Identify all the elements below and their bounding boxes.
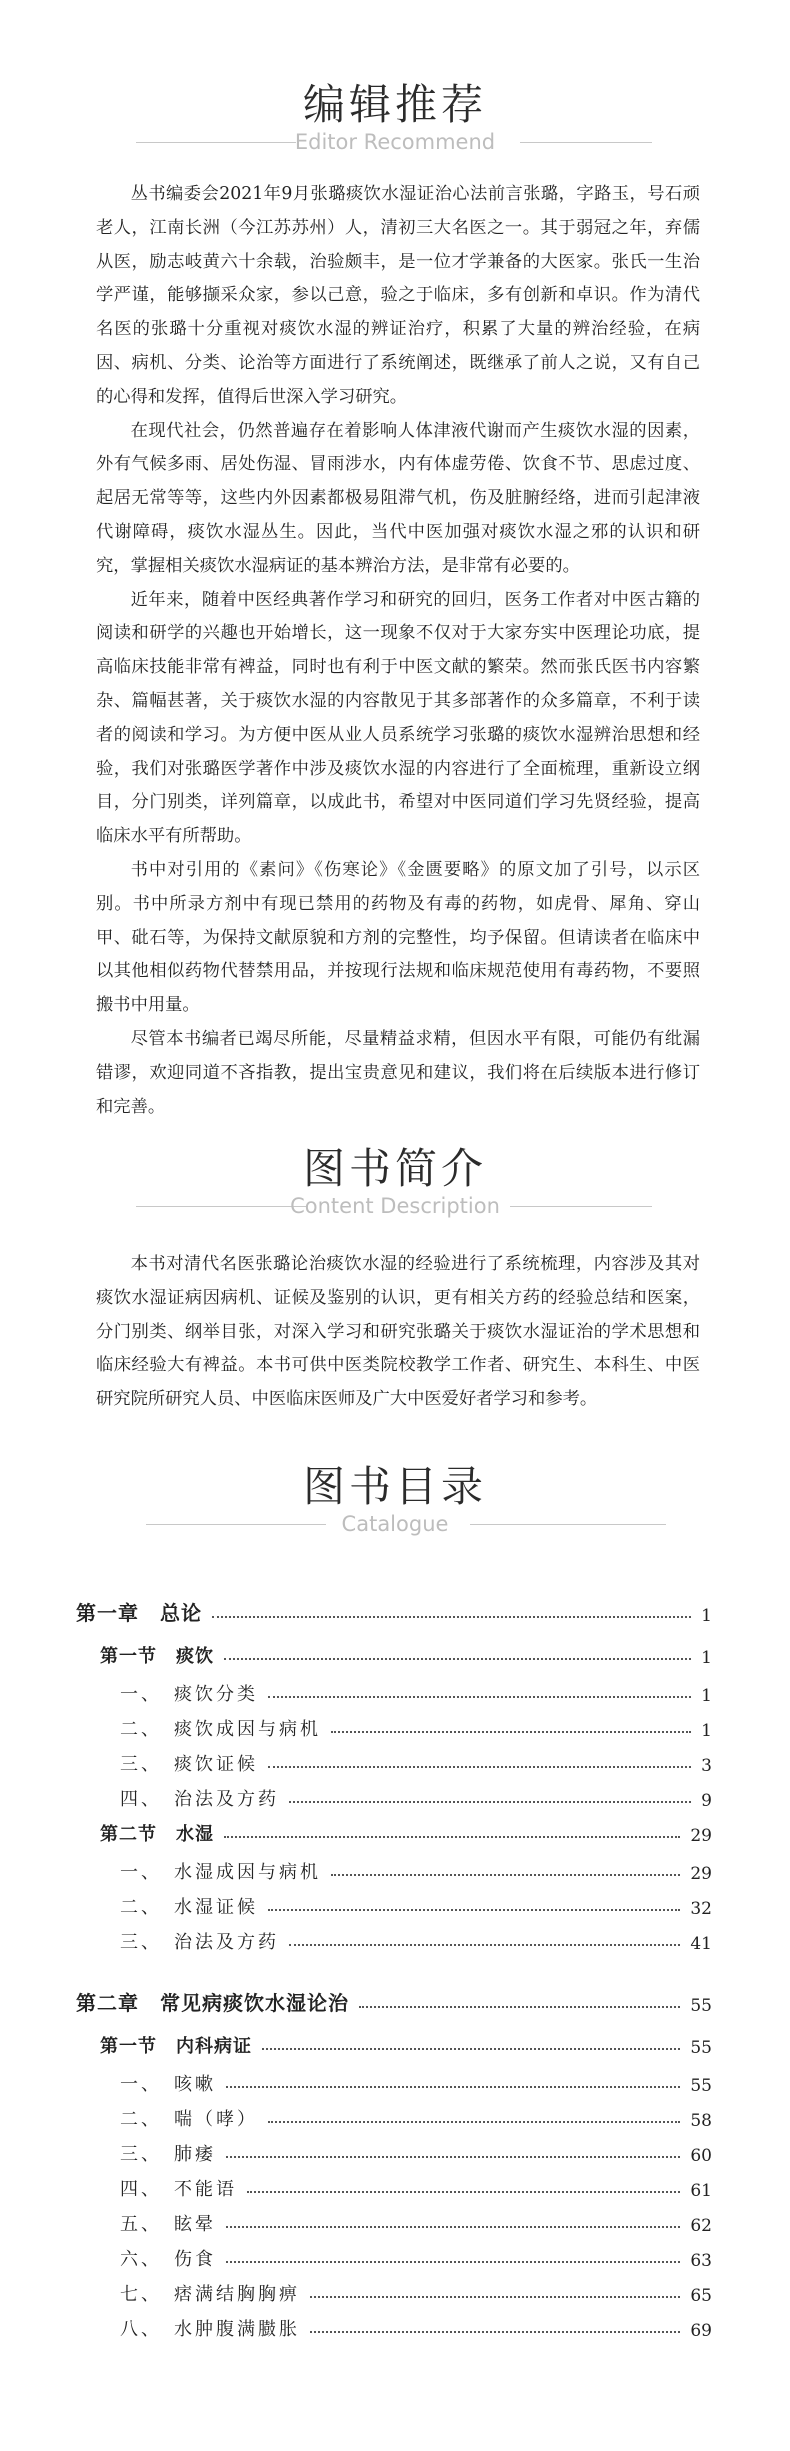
toc-page: 55: [690, 2038, 712, 2058]
toc-section[interactable]: [100, 2024, 712, 2058]
toc-label: 第一章 总论: [76, 1601, 202, 1625]
toc-item[interactable]: [120, 2062, 712, 2096]
toc-item[interactable]: [120, 1672, 712, 1706]
toc-page: 60: [690, 2146, 712, 2166]
toc-page: 1: [701, 1648, 712, 1668]
toc-leader: [310, 2330, 680, 2333]
toc-page: 29: [690, 1864, 712, 1884]
toc-leader: [226, 2225, 680, 2228]
toc-page: 55: [690, 2076, 712, 2096]
catalogue-subtitle: Catalogue: [341, 1512, 449, 1536]
editor-recommend-title: 编辑推荐: [302, 80, 487, 129]
editor-paragraph-2: 在现代社会，仍然普遍存在着影响人体津液代谢而产生痰饮水湿的因素，外有气候多雨、居处伤湿、冒雨涉水，内有体虚劳倦、饮食不节、思虑过度、起居无常等等，这些内外因素都极易阻滞气机，伤及脏腑经络，进而引起津液代谢障碍，痰饮水湿丛生。因此，当代中医加强对痰饮水湿之邪的认识和研究，掌握相关痰饮水湿病证的基本辨治方法，是非常有必要的。: [96, 420, 700, 576]
toc-label: 六、 伤食: [120, 2249, 216, 2270]
toc-item[interactable]: [120, 1920, 712, 1954]
editor-paragraph-3: 近年来，随着中医经典著作学习和研究的回归，医务工作者对中医古籍的阅读和研学的兴趣也开始增长，这一现象不仅对于大家夯实中医理论功底，提高临床技能非常有裨益，同时也有利于中医文献的繁荣。然而张氏医书内容繁杂、篇幅甚著，关于痰饮水湿的内容散见于其多部著作的众多篇章，不利于读者的阅读和学习。为方便中医从业人员系统学习张璐的痰饮水湿辨治思想和经验，我们对张璐医学著作中涉及痰饮水湿的内容进行了全面梳理，重新设立纲目，分门别类，详列篇章，以成此书，希望对中医同道们学习先贤经验，提高临床水平有所帮助。: [96, 589, 700, 847]
toc-page: 65: [690, 2286, 712, 2306]
toc-page: 9: [701, 1791, 712, 1811]
content-description-body: [96, 1248, 700, 1417]
toc-leader: [289, 1943, 680, 1946]
toc-section[interactable]: [100, 1812, 712, 1846]
toc-leader: [268, 2120, 680, 2123]
toc-page: 29: [690, 1826, 712, 1846]
content-description-title: 图书简介: [302, 1144, 487, 1193]
toc-page: 63: [690, 2251, 712, 2271]
toc-label: 三、 肺痿: [120, 2144, 216, 2165]
toc-item[interactable]: [120, 1850, 712, 1884]
toc-section[interactable]: [100, 1634, 712, 1668]
toc-page: 61: [690, 2181, 712, 2201]
toc-leader: [247, 2190, 680, 2193]
editor-recommend-subtitle: Editor Recommend: [294, 130, 496, 154]
toc-item[interactable]: [120, 2097, 712, 2131]
content-description-header: [0, 1130, 790, 1220]
toc-item[interactable]: [120, 1885, 712, 1919]
catalogue-title: 图书目录: [302, 1462, 487, 1511]
editor-recommend-body: [96, 178, 700, 1124]
editor-recommend-header: [0, 66, 790, 156]
toc-label: 二、 痰饮成因与病机: [120, 1719, 321, 1740]
toc-leader: [268, 1695, 691, 1698]
editor-paragraph-1: 丛书编委会2021年9月张璐痰饮水湿证治心法前言张璐，字路玉，号石顽老人，江南长洲（今江苏苏州）人，清初三大名医之一。其于弱冠之年，弃儒从医，励志岐黄六十余载，治验颇丰，是一位才学兼备的大医家。张氏一生治学严谨，能够撷采众家，参以己意，验之于临床，多有创新和卓识。作为清代名医的张璐十分重视对痰饮水湿的辨证治疗，积累了大量的辨治经验，在病因、病机、分类、论治等方面进行了系统阐述，既继承了前人之说，又有自己的心得和发挥，值得后世深入学习研究。: [96, 184, 700, 407]
toc-label: 四、 不能语: [120, 2179, 237, 2200]
toc-label: 二、 喘（哮）: [120, 2109, 258, 2130]
toc-leader: [268, 1908, 680, 1911]
toc-label: 三、 治法及方药: [120, 1932, 279, 1953]
toc-page: 41: [690, 1934, 712, 1954]
editor-paragraph-5: 尽管本书编者已竭尽所能，尽量精益求精，但因水平有限，可能仍有纰漏错谬，欢迎同道不吝指教，提出宝贵意见和建议，我们将在后续版本进行修订和完善。: [96, 1028, 700, 1117]
toc-page: 62: [690, 2216, 712, 2236]
toc-label: 三、 痰饮证候: [120, 1754, 258, 1775]
toc-leader: [310, 2295, 680, 2298]
toc-leader: [226, 2155, 680, 2158]
toc-item[interactable]: [120, 2167, 712, 2201]
catalogue-header: [0, 1448, 790, 1538]
toc-item[interactable]: [120, 2202, 712, 2236]
toc-page: 58: [690, 2111, 712, 2131]
toc-page: 1: [701, 1721, 712, 1741]
toc-leader: [224, 1835, 680, 1838]
content-description-subtitle: Content Description: [290, 1194, 500, 1218]
toc-label: 第二节 水湿: [100, 1824, 214, 1845]
toc-page: 32: [690, 1899, 712, 1919]
toc-page: 1: [701, 1686, 712, 1706]
toc-chapter-2[interactable]: [76, 1982, 712, 2016]
toc-page: 55: [690, 1996, 712, 2016]
toc-leader: [289, 1800, 691, 1803]
toc-leader: [359, 2005, 680, 2008]
toc-item[interactable]: [120, 1742, 712, 1776]
toc-leader: [268, 1765, 691, 1768]
editor-paragraph-4: 书中对引用的《素问》《伤寒论》《金匮要略》的原文加了引号，以示区别。书中所录方剂中有现已禁用的药物及有毒的药物，如虎骨、犀角、穿山甲、砒石等，为保持文献原貌和方剂的完整性，均予保留。但请读者在临床中以其他相似药物代替禁用品，并按现行法规和临床规范使用有毒药物，不要照搬书中用量。: [96, 859, 700, 1016]
toc-label: 第一节 痰饮: [100, 1646, 214, 1667]
toc-item[interactable]: [120, 2307, 712, 2341]
toc-label: 第二章 常见病痰饮水湿论治: [76, 1991, 349, 2015]
toc-page: 69: [690, 2321, 712, 2341]
toc-page: 1: [701, 1606, 712, 1626]
toc-label: 五、 眩晕: [120, 2214, 216, 2235]
toc-label: 一、 痰饮分类: [120, 1684, 258, 1705]
toc-leader: [331, 1730, 691, 1733]
toc-label: 第一节 内科病证: [100, 2036, 252, 2057]
toc-label: 八、 水肿腹满臌胀: [120, 2319, 300, 2340]
toc-label: 一、 咳嗽: [120, 2074, 216, 2095]
toc-leader: [331, 1873, 680, 1876]
toc-item[interactable]: [120, 1777, 712, 1811]
content-paragraph-1: 本书对清代名医张璐论治痰饮水湿的经验进行了系统梳理，内容涉及其对痰饮水湿证病因病机、证候及鉴别的认识，更有相关方药的经验总结和医案，分门别类、纲举目张，对深入学习和研究张璐关于痰饮水湿证治的学术思想和临床经验大有裨益。本书可供中医类院校教学工作者、研究生、本科生、中医研究院所研究人员、中医临床医师及广大中医爱好者学习和参考。: [96, 1254, 700, 1410]
toc-label: 七、 痞满结胸胸痹: [120, 2284, 300, 2305]
toc-label: 四、 治法及方药: [120, 1789, 279, 1810]
toc-leader: [212, 1615, 691, 1618]
toc-label: 二、 水湿证候: [120, 1897, 258, 1918]
toc-leader: [226, 2260, 680, 2263]
toc-item[interactable]: [120, 2132, 712, 2166]
toc-leader: [262, 2047, 680, 2050]
toc-item[interactable]: [120, 2272, 712, 2306]
toc-item[interactable]: [120, 2237, 712, 2271]
toc-label: 一、 水湿成因与病机: [120, 1862, 321, 1883]
toc-chapter-1[interactable]: [76, 1592, 712, 1626]
toc-item[interactable]: [120, 1707, 712, 1741]
toc-page: 3: [701, 1756, 712, 1776]
toc-leader: [224, 1657, 691, 1660]
toc-leader: [226, 2085, 680, 2088]
